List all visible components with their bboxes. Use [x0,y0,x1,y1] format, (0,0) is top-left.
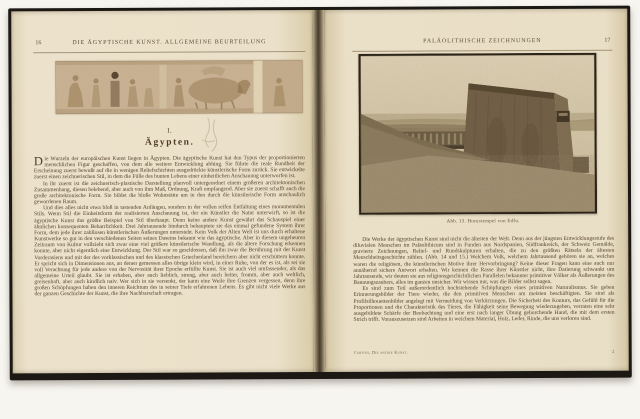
paragraph: Die Werke der ägyptischen Kunst sind nicht die ältesten der Welt. Denn aus der jüngsten Entwicklungsstufe des diluvialen Menschen im Paläolithicum sind in Funden aus Nordspanien, Südfrankreich, der Schweiz Gemälde, gravierte Zeichnungen, Relief- und Rundskulpturen erhalten, die zu den größten Rätseln der ältesten Menschheitsgeschichte zählen. (Abb. 14 und 15.) Welchem Volk, welchem Jahrtausend gehören sie an, welches waren die religiösen, die künstlerischen Motive ihrer Hervorbringung? Keine dieser Fragen kann eine auch nur annähernd sichere Antwort erhalten. Wir kennen die Rasse ihrer Künstler nicht, ihre Datierung schwankt um Jahrtausende, wir deuten sie aus religionsgeschichtlichen Parallelen bekannter primitiver Völker als Äußerungen des Bannungszaubers, alles im ganzen unsicher. Wir wissen nur, was die Bilder selbst sagen. [353,235,615,286]
paragraph: In ihr zuerst ist die zeichnerisch-plastische Darstellung planvoll untergeordnet einem größeren architektonischen Zusammenhang, diesen belebend, aber auch von ihm Maß, Ordnung, Kraft empfangend. Aber sie zuerst schafft auch die große architektonische Form. Sie bildet die bloße Wohnstätte um in den durch die künstlerische Form anschaulich gewordenen Raum. [33,179,306,206]
running-head: PALÄOLITHISCHE ZEICHNUNGEN [423,38,542,45]
section-title: Ägypten. [145,137,195,148]
page-footer [354,349,615,355]
book-scan [8,6,632,381]
paragraph [34,155,305,181]
running-header-left [33,39,305,49]
paragraph: Es sind zum Teil außerordentlich hochstehende Schöpfungen eines primitiven Naturalismus. Sie geben Erinnerungsbilder der Tiere wieder, die den primitiven Menschen am meisten beschäftigten. Sie sind als Profilsilhouettenbilder angelegt mit Vermeidung von Verkürzungen. Die Sicherheit des Konturs, das Gefühl für die Proportionen und die Charakteristik des Tieres, die Fähigkeit seine Bewegung wiederzugeben, verraten eine sehr ausgebildete Schärfe der Beobachtung und eine erst nach langer Übung gehorchende Hand, die mit dem ersten Strich trifft. Vorauszusetzen sind Arbeiten in weichem Material, Holz, Leder, Rinde, die uns verloren sind. [353,284,615,323]
paragraph-text: ie Wurzeln der europäischen Kunst liegen in Ägypten. Die ägyptische Kunst hat den Typus der proportionierten menschlichen Figur geschaffen, von dem alle weitere Entwicklung abhing. Sie führte die reale Rundheit der Erscheinung zuerst bewußt auf die in wenigen Reliefschichten ausgedrückte künstlerische Form zurück. Sie entwickelte zuerst einen zeichnerischen Stil, in dem die Fülle des bunten Lebens einer einheitlichen Anschauung unterworfen ist. [33,155,305,181]
running-head: DIE ÄGYPTISCHE KUNST. ALLGEMEINE BEURTEILUNG [72,39,267,47]
footer-signature: Curtius, Die antike Kunst. [353,349,409,355]
drop-cap: D [33,154,43,169]
section-number: I. [167,127,173,135]
relief-illustration [55,60,302,114]
body-text-left [34,155,306,298]
page-number: 16 [35,40,42,47]
temple-photo [358,53,597,215]
page-right [324,9,629,372]
header-rule [352,50,612,52]
sheet-mark: 2 [612,348,615,354]
page-left [11,10,314,373]
book-spread [11,9,629,374]
running-header-right [352,38,612,48]
header-rule [33,51,305,53]
figure-caption: Abb. 13. Horustempel von Edfu. [446,219,520,225]
paragraph: Und dies alles nicht etwa bloß in tastenden Anfängen, sondern in der vollen reifen Entfaltung eines monumentalen Stils. Wenn Stil die Einheitsform der realisierten Anschauung ist, der ein Künstler die Natur unterwirft, so ist die ägyptische Kunst das größte Beispiel von Stil überhaupt. Denn keine andere Kunst gewährt das Schauspiel einer ähnlichen konsequenten Beharrlichkeit. Drei Jahrtausende hindurch behauptete sie das einmal gefundene System ihrer Form, dem jede ihrer zahllosen künstlerischen Äußerungen untersteht. Kein Volk der Alten Welt ist uns durch erhaltene Kunstwerke so gut in den verschiedenen Seiten seines Daseins bekannt wie das ägyptische. Aber in diesem ungeheuren Zeitraum von Kultur vollzieht sich zwar eine viel größere künstlerische Wandlung, als die ältere Forschung erkennen konnte, aber nicht eigentlich eine Entwicklung. Der Stil war so geschlossen, daß ihn zwar die Berührung mit der Kunst Vorderasiens und mit der des vorklassischen und des klassischen Griechenland bereichern aber nicht erschüttern konnte. Er spricht sich in Dimensionen aus, an denen gemessen alles übrige klein wird, in einer Ruhe, von der es ist, als sei sie voll Verachtung für jede andere von der Nervosität ihrer Epoche erfüllte Kunst. Sie ist auch viel umfassender, als das allgemeine Urteil glaubt. Sie ist erhaben, aber auch lieblich, streng, aber auch heiter, fromm, aber auch weltlich, greisenhaft, aber auch kindlich naiv. Wer sich in sie versenkt, der kann eine Weile ihre Grenzen vergessen, denn ihre großen Schöpfungen haben den inneren Reichtum des in seiner Tiefe erfahrenen Lebens. Es gibt nicht viele Werke aus der ganzen Geschichte der Kunst, die ihre Nachbarschaft ertragen. [34,204,306,298]
page-number: 17 [604,37,611,44]
body-text-right [353,236,614,323]
